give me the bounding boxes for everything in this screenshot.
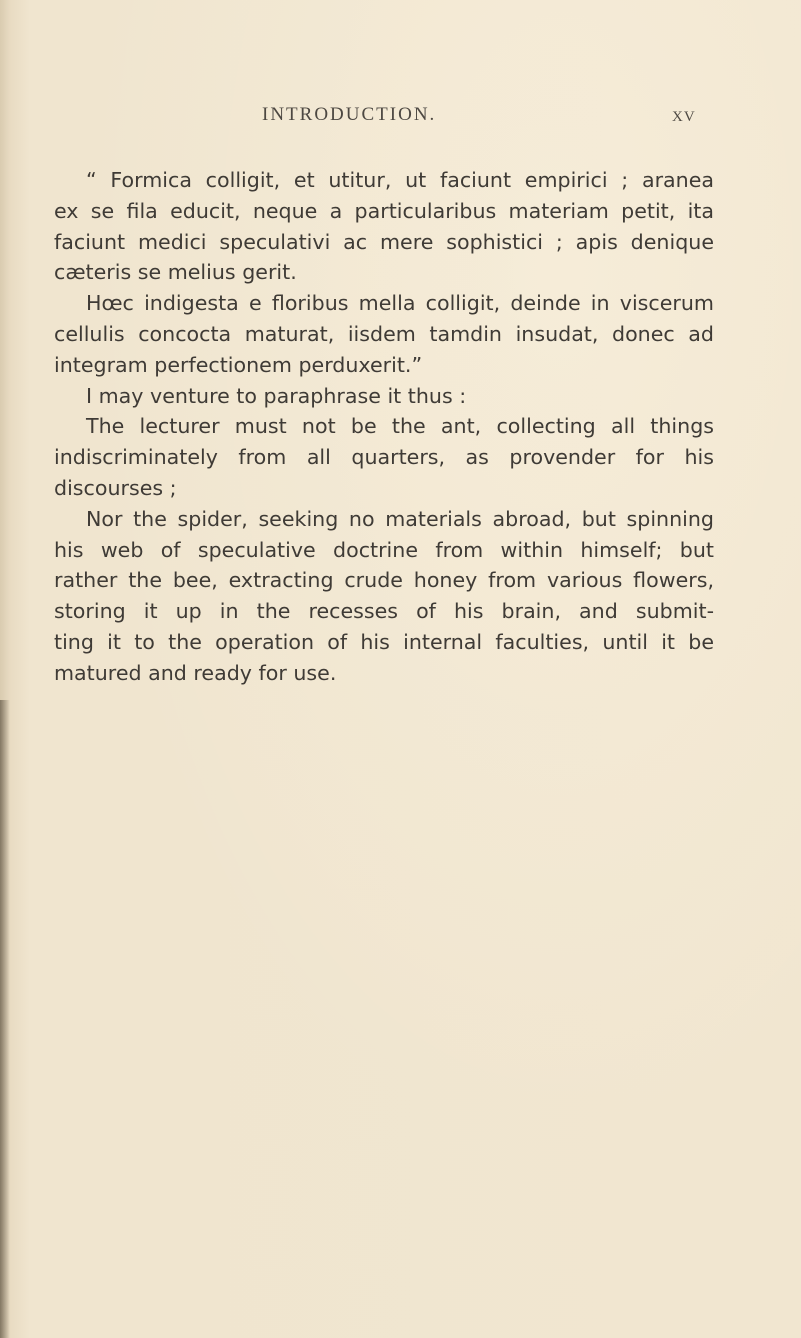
text-line: cellulis concocta maturat, iisdem tamdin insudat, donec ad bbox=[54, 321, 714, 346]
text-line: matured and ready for use. bbox=[54, 660, 337, 685]
text-line: discourses ; bbox=[54, 475, 177, 500]
gutter-shadow bbox=[0, 700, 10, 1338]
text-line: cæteris se melius gerit. bbox=[54, 260, 297, 285]
running-title: INTRODUCTION. bbox=[262, 104, 437, 125]
text-line: Hœc indigesta e floribus mella colligit, deinde in viscerum bbox=[86, 291, 714, 316]
body-text bbox=[54, 165, 714, 689]
text-line: Nor the spider, seeking no materials abroad, but spinning bbox=[86, 506, 714, 531]
text-line: his web of speculative doctrine from within himself; but bbox=[54, 537, 714, 562]
running-head bbox=[0, 104, 801, 134]
text-line: storing it up in the recesses of his brain, and submit- bbox=[54, 599, 714, 624]
text-line: ex se fila educit, neque a particularibus materiam petit, ita bbox=[54, 198, 714, 223]
page-number: XV bbox=[672, 109, 696, 125]
text-line: The lecturer must not be the ant, collecting all things bbox=[86, 414, 714, 439]
text-line: I may venture to paraphrase it thus : bbox=[86, 383, 467, 408]
text-line: ting it to the operation of his internal faculties, until it be bbox=[54, 629, 714, 654]
text-line: rather the bee, extracting crude honey from various flowers, bbox=[54, 568, 714, 593]
text-line: integram perfectionem perduxerit.” bbox=[54, 352, 423, 377]
text-line: faciunt medici speculativi ac mere sophistici ; apis denique bbox=[54, 229, 714, 254]
text-line: indiscriminately from all quarters, as provender for his bbox=[54, 445, 714, 470]
text-line: “ Formica colligit, et utitur, ut faciunt empirici ; aranea bbox=[86, 168, 714, 192]
